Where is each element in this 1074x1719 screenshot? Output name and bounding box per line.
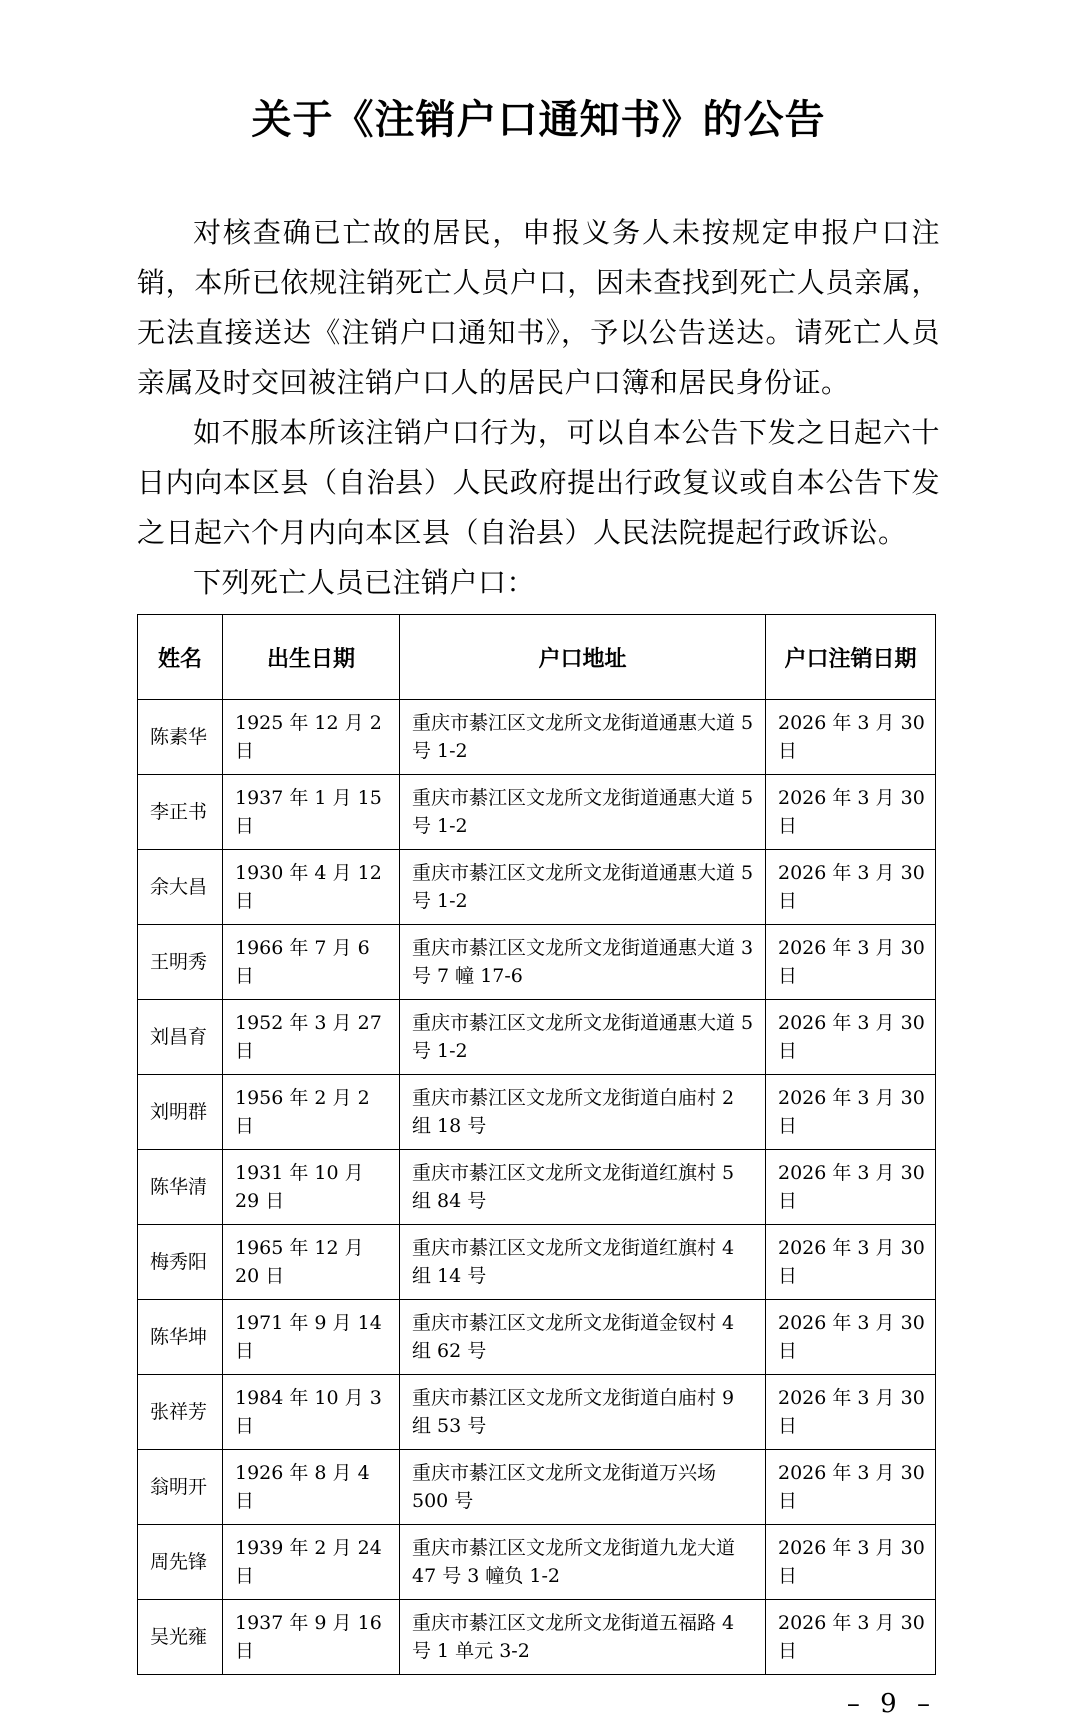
cell-birth-date: 1956 年 2 月 2 日: [223, 1075, 400, 1150]
cell-name: 吴光雍: [138, 1600, 223, 1675]
table-header-row: [138, 615, 936, 700]
cell-cancel-date: 2026 年 3 月 30 日: [766, 1075, 936, 1150]
cell-address: 重庆市綦江区文龙所文龙街道九龙大道 47 号 3 幢负 1-2: [400, 1525, 766, 1600]
cell-address: 重庆市綦江区文龙所文龙街道通惠大道 5 号 1-2: [400, 775, 766, 850]
cell-birth-date: 1984 年 10 月 3 日: [223, 1375, 400, 1450]
col-header-name: 姓名: [138, 615, 223, 700]
col-header-birth-date: 出生日期: [223, 615, 400, 700]
deceased-persons-table: [137, 614, 936, 1675]
cell-cancel-date: 2026 年 3 月 30 日: [766, 1300, 936, 1375]
cell-cancel-date: 2026 年 3 月 30 日: [766, 1225, 936, 1300]
cell-birth-date: 1931 年 10 月 29 日: [223, 1150, 400, 1225]
cell-cancel-date: 2026 年 3 月 30 日: [766, 850, 936, 925]
cell-birth-date: 1952 年 3 月 27 日: [223, 1000, 400, 1075]
cell-cancel-date: 2026 年 3 月 30 日: [766, 1525, 936, 1600]
cell-birth-date: 1937 年 9 月 16 日: [223, 1600, 400, 1675]
body-paragraph-2: 如不服本所该注销户口行为，可以自本公告下发之日起六十日内向本区县（自治县）人民政府提出行政复议或自本公告下发之日起六个月内向本区县（自治县）人民法院提起行政诉讼。: [137, 416, 940, 549]
cell-cancel-date: 2026 年 3 月 30 日: [766, 700, 936, 775]
cell-birth-date: 1937 年 1 月 15 日: [223, 775, 400, 850]
cell-name: 刘明群: [138, 1075, 223, 1150]
table-row: [138, 1075, 936, 1150]
cell-cancel-date: 2026 年 3 月 30 日: [766, 1150, 936, 1225]
cell-cancel-date: 2026 年 3 月 30 日: [766, 1450, 936, 1525]
table-row: [138, 1525, 936, 1600]
cell-address: 重庆市綦江区文龙所文龙街道通惠大道 3 号 7 幢 17-6: [400, 925, 766, 1000]
col-header-address: 户口地址: [400, 615, 766, 700]
table-row: [138, 1450, 936, 1525]
cell-address: 重庆市綦江区文龙所文龙街道通惠大道 5 号 1-2: [400, 850, 766, 925]
cell-name: 陈素华: [138, 700, 223, 775]
cell-name: 张祥芳: [138, 1375, 223, 1450]
cell-name: 李正书: [138, 775, 223, 850]
table-row: [138, 925, 936, 1000]
cell-birth-date: 1926 年 8 月 4 日: [223, 1450, 400, 1525]
body-paragraph-1: 对核查确已亡故的居民，申报义务人未按规定申报户口注销，本所已依规注销死亡人员户口，因未查找到死亡人员亲属，无法直接送达《注销户口通知书》，予以公告送达。请死亡人员亲属及时交回被注销户口人的居民户口簿和居民身份证。: [137, 216, 940, 399]
cell-address: 重庆市綦江区文龙所文龙街道通惠大道 5 号 1-2: [400, 700, 766, 775]
cell-name: 周先锋: [138, 1525, 223, 1600]
cell-address: 重庆市綦江区文龙所文龙街道白庙村 2 组 18 号: [400, 1075, 766, 1150]
cell-name: 陈华坤: [138, 1300, 223, 1375]
table-row: [138, 850, 936, 925]
cell-birth-date: 1971 年 9 月 14 日: [223, 1300, 400, 1375]
cell-birth-date: 1925 年 12 月 2 日: [223, 700, 400, 775]
cell-address: 重庆市綦江区文龙所文龙街道万兴场 500 号: [400, 1450, 766, 1525]
col-header-cancel-date: 户口注销日期: [766, 615, 936, 700]
table-row: [138, 1375, 936, 1450]
cell-name: 陈华清: [138, 1150, 223, 1225]
cell-name: 余大昌: [138, 850, 223, 925]
table-row: [138, 1600, 936, 1675]
cell-name: 翁明开: [138, 1450, 223, 1525]
table-row: [138, 1300, 936, 1375]
cell-birth-date: 1939 年 2 月 24 日: [223, 1525, 400, 1600]
cell-address: 重庆市綦江区文龙所文龙街道金钗村 4 组 62 号: [400, 1300, 766, 1375]
table-row: [138, 1000, 936, 1075]
cell-name: 梅秀阳: [138, 1225, 223, 1300]
cell-name: 刘昌育: [138, 1000, 223, 1075]
table-row: [138, 1225, 936, 1300]
page-number: – 9 –: [846, 1689, 936, 1719]
cell-address: 重庆市綦江区文龙所文龙街道白庙村 9 组 53 号: [400, 1375, 766, 1450]
table-row: [138, 1150, 936, 1225]
cell-address: 重庆市綦江区文龙所文龙街道五福路 4 号 1 单元 3-2: [400, 1600, 766, 1675]
cell-name: 王明秀: [138, 925, 223, 1000]
cell-cancel-date: 2026 年 3 月 30 日: [766, 775, 936, 850]
cell-cancel-date: 2026 年 3 月 30 日: [766, 925, 936, 1000]
table-body: [138, 700, 936, 1675]
cell-address: 重庆市綦江区文龙所文龙街道红旗村 4 组 14 号: [400, 1225, 766, 1300]
cell-birth-date: 1930 年 4 月 12 日: [223, 850, 400, 925]
cell-address: 重庆市綦江区文龙所文龙街道红旗村 5 组 84 号: [400, 1150, 766, 1225]
page-title: 关于《注销户口通知书》的公告: [251, 96, 826, 143]
cell-address: 重庆市綦江区文龙所文龙街道通惠大道 5 号 1-2: [400, 1000, 766, 1075]
table-row: [138, 700, 936, 775]
body-paragraph-3: 下列死亡人员已注销户口：: [193, 566, 536, 599]
cell-birth-date: 1966 年 7 月 6 日: [223, 925, 400, 1000]
cell-birth-date: 1965 年 12 月 20 日: [223, 1225, 400, 1300]
cell-cancel-date: 2026 年 3 月 30 日: [766, 1600, 936, 1675]
cell-cancel-date: 2026 年 3 月 30 日: [766, 1000, 936, 1075]
table-row: [138, 775, 936, 850]
cell-cancel-date: 2026 年 3 月 30 日: [766, 1375, 936, 1450]
